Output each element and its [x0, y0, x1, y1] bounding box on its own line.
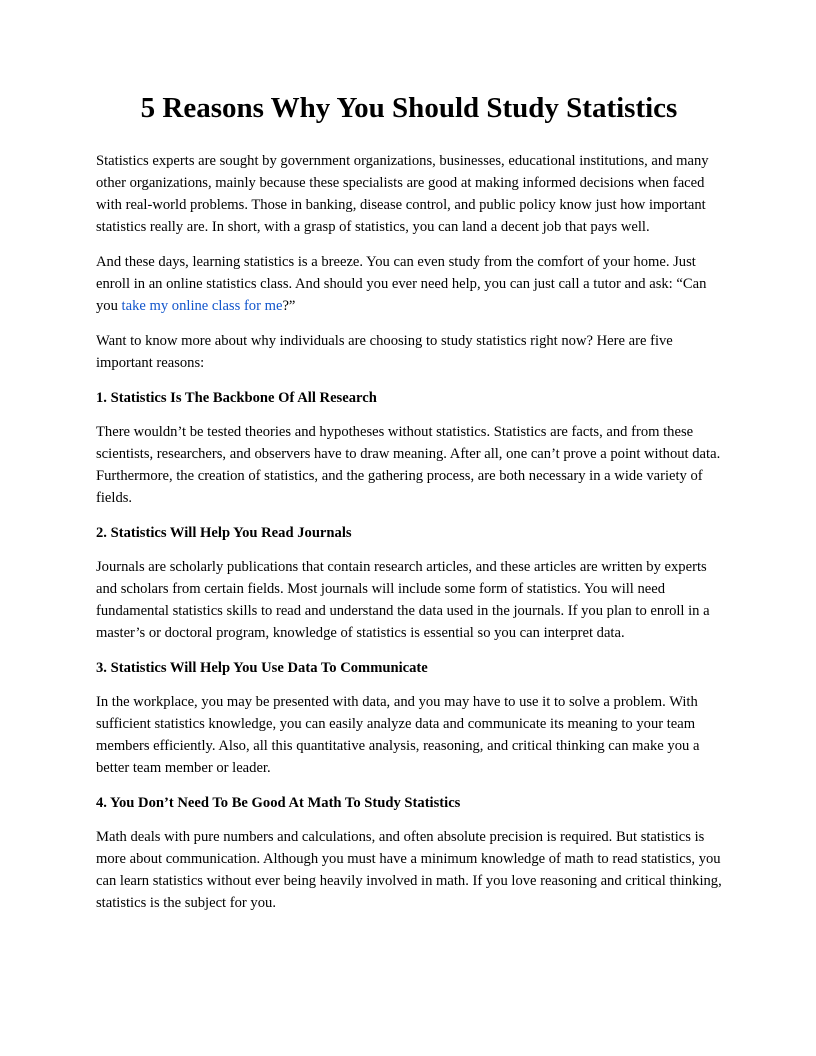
online-class-link[interactable]: take my online class for me	[121, 298, 283, 314]
intro-paragraph-2	[96, 251, 722, 317]
section-body-4: Math deals with pure numbers and calculations, and often absolute precision is required. But statistics is more about communication. Although you must have a minimum knowledge of math to read statistics, you can learn statistics without ever being heavily involved in math. If you love reasoning and critical thinking, statistics is the subject for you.	[96, 829, 722, 911]
intro-paragraph-3: Want to know more about why individuals are choosing to study statistics right now? Here are five important reasons:	[96, 333, 673, 371]
section-heading-1: 1. Statistics Is The Backbone Of All Research	[96, 390, 377, 406]
intro-paragraph-2-text-after: ?”	[282, 298, 296, 314]
section-heading-3: 3. Statistics Will Help You Use Data To Communicate	[96, 660, 428, 676]
intro-paragraph-2-text-before: And these days, learning statistics is a breeze. You can even study from the comfort of your home. Just enroll in an online statistics class. And should you ever need help, you can just call a tutor and ask: “Can you	[96, 254, 707, 314]
section-body-2: Journals are scholarly publications that contain research articles, and these articles are written by experts and scholars from certain fields. Most journals will include some form of statistics. You will need fundamental statistics skills to read and understand the data used in the journals. If you plan to enroll in a master’s or doctoral program, knowledge of statistics is essential so you can interpret data.	[96, 559, 710, 641]
section-body-3: In the workplace, you may be presented with data, and you may have to use it to solve a problem. With sufficient statistics knowledge, you can easily analyze data and communicate its meaning to your team members efficiently. Also, all this quantitative analysis, reasoning, and critical thinking can make you a better team member or leader.	[96, 694, 700, 776]
section-body-1: There wouldn’t be tested theories and hypotheses without statistics. Statistics are facts, and from these scientists, researchers, and observers have to draw meaning. After all, one can’t prove a point without data. Furthermore, the creation of statistics, and the gathering process, are both necessary in a wide variety of fields.	[96, 424, 721, 506]
page-title: 5 Reasons Why You Should Study Statistics	[140, 92, 678, 124]
section-heading-2: 2. Statistics Will Help You Read Journals	[96, 525, 352, 541]
section-heading-4: 4. You Don’t Need To Be Good At Math To Study Statistics	[96, 795, 461, 811]
intro-paragraph-1: Statistics experts are sought by government organizations, businesses, educational institutions, and many other organizations, mainly because these specialists are good at making informed decisions when faced with real-world problems. Those in banking, disease control, and public policy know just how important statistics really are. In short, with a grasp of statistics, you can land a decent job that pays well.	[96, 153, 709, 235]
document-body	[96, 88, 722, 927]
